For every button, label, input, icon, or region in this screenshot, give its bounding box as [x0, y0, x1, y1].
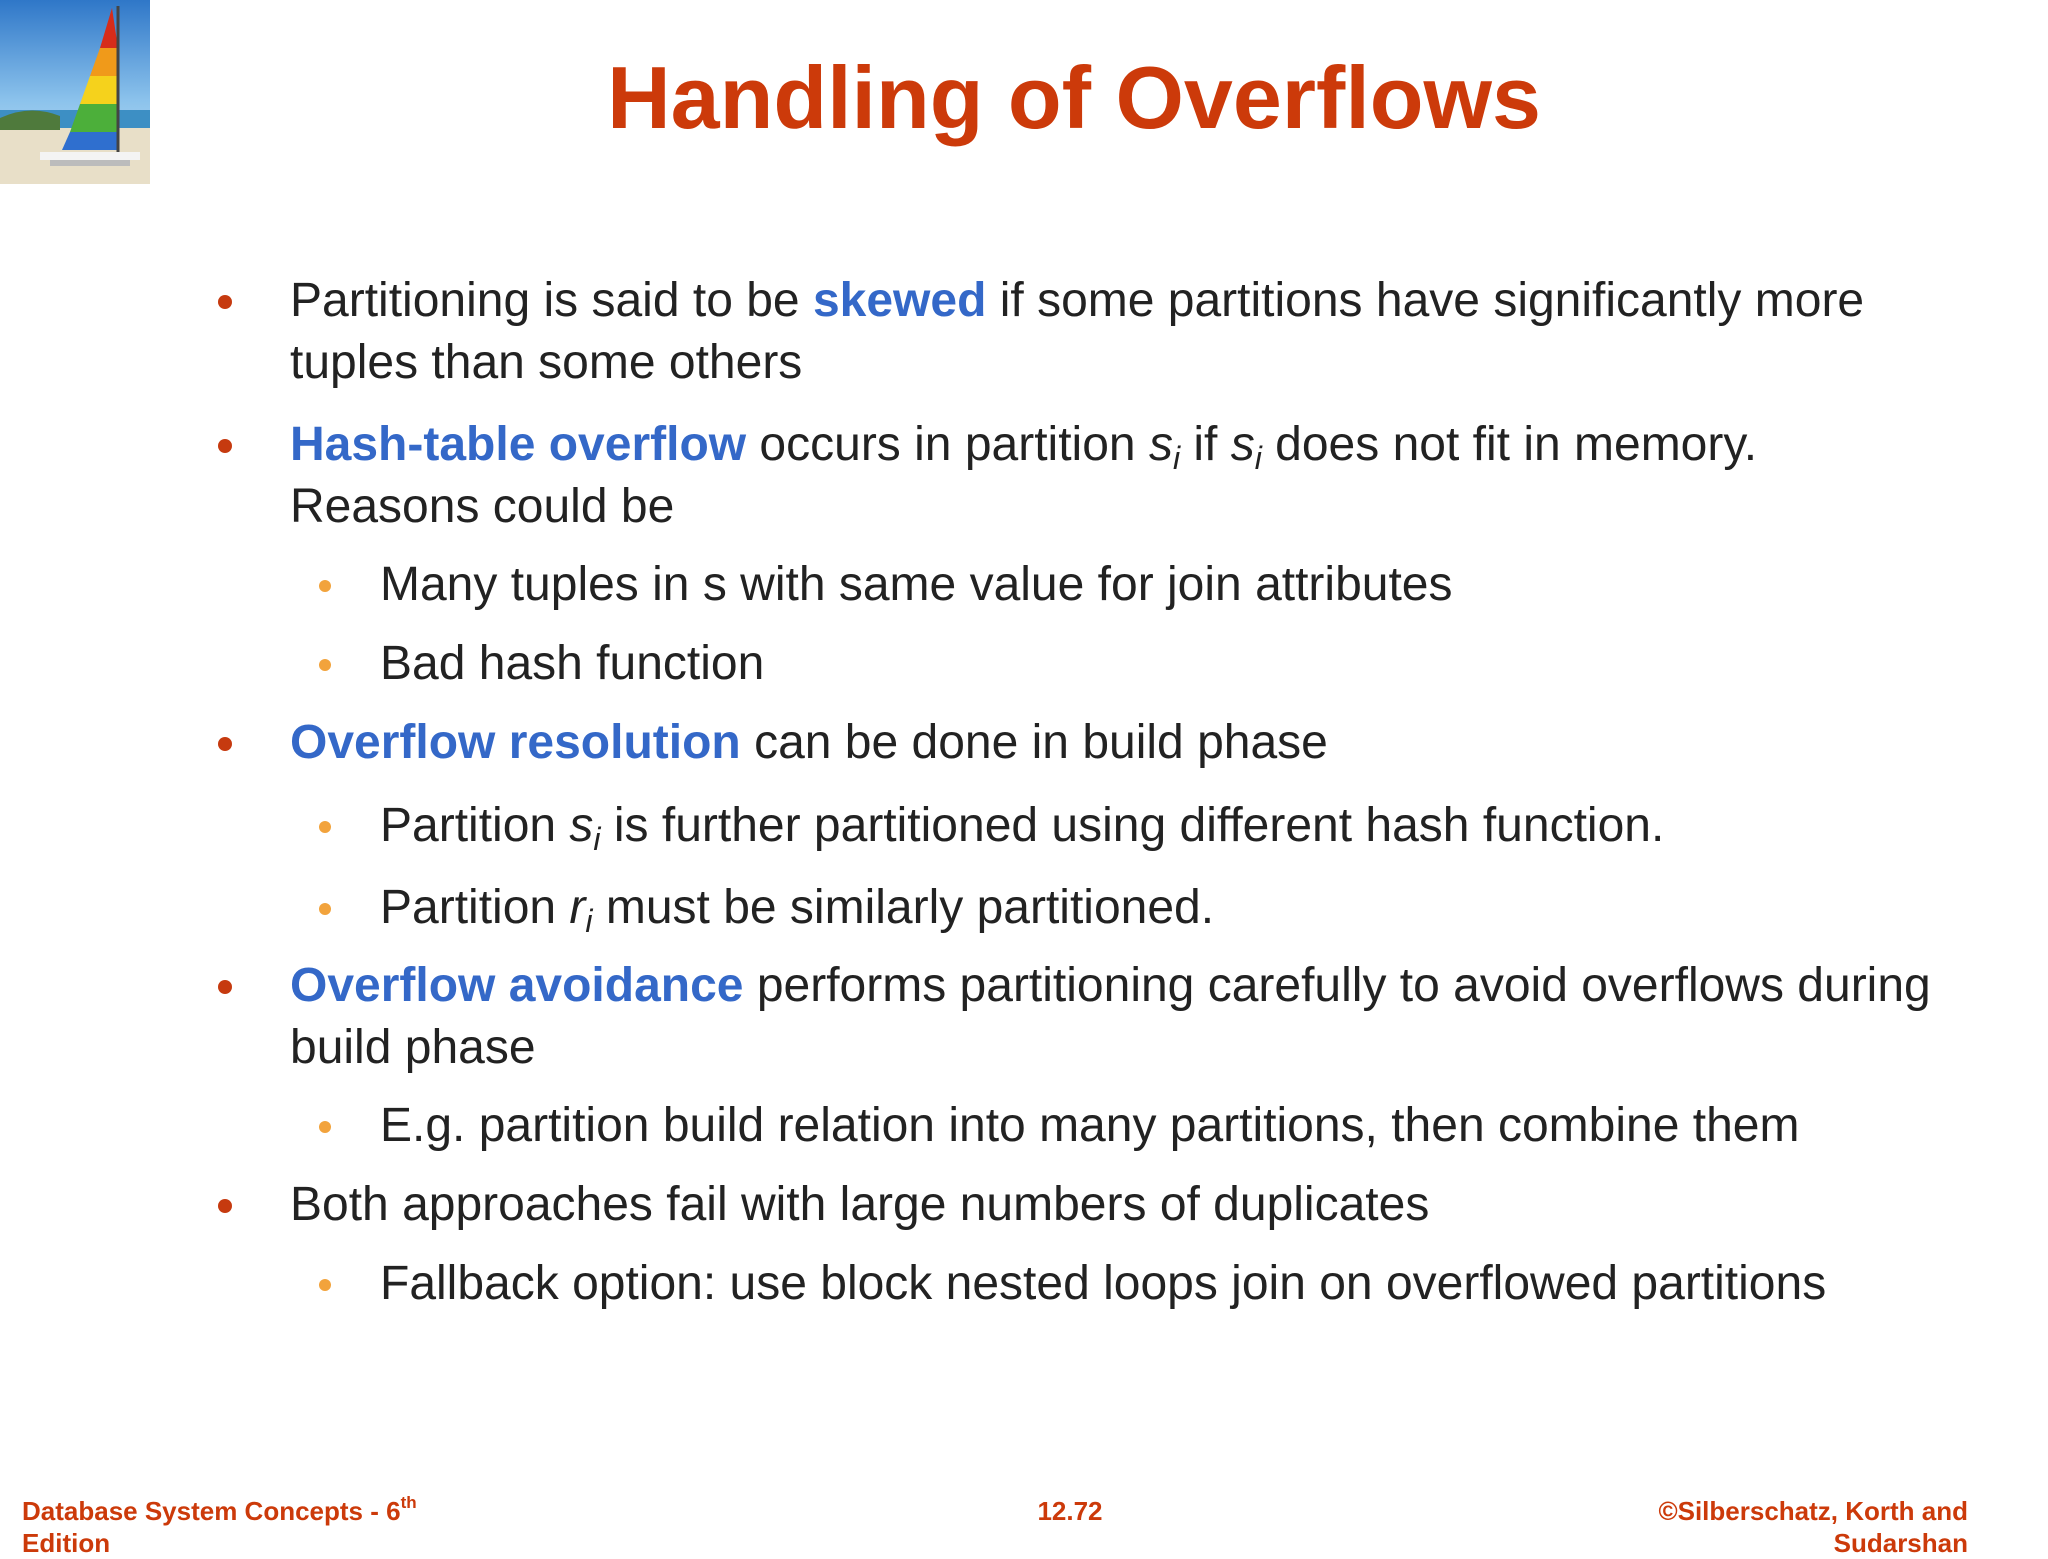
- sub-bullet-dot-icon: [319, 903, 331, 915]
- math-var: s: [1148, 418, 1173, 471]
- footer-left-text: Database System Concepts - 6: [22, 1496, 401, 1526]
- bullet-text: Both approaches fail with large numbers of duplicates: [290, 1178, 1430, 1231]
- sub-bullet-text: is further partitioned using different hash function.: [600, 799, 1665, 852]
- math-subscript: i: [1254, 440, 1262, 476]
- sub-bullet-text: Partition: [380, 799, 570, 852]
- footer-slide-number: 12.72: [1037, 1496, 1103, 1526]
- keyword-overflow-avoidance: Overflow avoidance: [290, 959, 744, 1012]
- sub-bullet-dot-icon: [319, 1279, 331, 1291]
- footer-left-text-line2: Edition: [22, 1528, 111, 1558]
- sub-bullet-item: [212, 877, 1952, 939]
- math-var: s: [1230, 418, 1255, 471]
- bullet-item: [212, 414, 1952, 538]
- bullet-text: if some partitions have significantly more tuples than some others: [290, 274, 1865, 389]
- sub-bullet-text: Partition: [380, 881, 570, 934]
- slide-title: Handling of Overflows: [607, 48, 1541, 147]
- bullet-dot-icon: [218, 439, 232, 453]
- sub-bullet-text: Fallback option: use block nested loops join on overflowed partitions: [380, 1257, 1827, 1310]
- bullet-list: [212, 270, 1952, 1315]
- keyword-hash-table-overflow: Hash-table overflow: [290, 418, 747, 471]
- bullet-text: does not fit in memory. Reasons could be: [290, 418, 1758, 533]
- sub-bullet-dot-icon: [319, 580, 331, 592]
- math-var: r: [569, 881, 586, 934]
- bullet-item: [212, 1174, 1952, 1236]
- footer-right-text: ©Silberschatz, Korth and: [1658, 1496, 1968, 1526]
- math-subscript: i: [593, 821, 601, 857]
- keyword-overflow-resolution: Overflow resolution: [290, 716, 741, 769]
- bullet-text: can be done in build phase: [740, 716, 1328, 769]
- sub-bullet-item: [212, 554, 1952, 616]
- sub-bullet-item: [212, 633, 1952, 695]
- footer-right-text-line2: Sudarshan: [1833, 1528, 1968, 1558]
- footer-left-sup: th: [400, 1493, 417, 1512]
- sub-bullet-dot-icon: [319, 1121, 331, 1133]
- sub-bullet-item: [212, 1253, 1952, 1315]
- sub-bullet-item: [212, 1095, 1952, 1157]
- bullet-dot-icon: [218, 980, 232, 994]
- math-var: s: [569, 799, 594, 852]
- sub-bullet-text: E.g. partition build relation into many partitions, then combine them: [380, 1099, 1800, 1152]
- bullet-dot-icon: [218, 295, 232, 309]
- sub-bullet-text: Bad hash function: [380, 637, 765, 690]
- footer-copyright: [1560, 1495, 1968, 1559]
- math-subscript: i: [1172, 440, 1181, 476]
- bullet-item: [212, 955, 1952, 1079]
- sub-bullet-text: must be similarly partitioned.: [592, 881, 1215, 934]
- keyword-skewed: skewed: [812, 274, 987, 327]
- bullet-text: Partitioning is said to be: [290, 274, 813, 327]
- bullet-dot-icon: [218, 737, 232, 751]
- footer-book-title: [22, 1495, 522, 1559]
- sub-bullet-item: [212, 795, 1952, 857]
- bullet-text: occurs in partition: [746, 418, 1149, 471]
- bullet-item: [212, 712, 1952, 774]
- bullet-text: performs partitioning carefully to avoid overflows during build phase: [290, 959, 1931, 1074]
- math-subscript: i: [585, 903, 593, 939]
- sub-bullet-dot-icon: [319, 659, 331, 671]
- bullet-dot-icon: [218, 1199, 232, 1213]
- sub-bullet-text: Many tuples in s with same value for join attributes: [380, 558, 1453, 611]
- sub-bullet-dot-icon: [319, 821, 331, 833]
- bullet-item: [212, 270, 1952, 394]
- bullet-text: if: [1180, 418, 1231, 471]
